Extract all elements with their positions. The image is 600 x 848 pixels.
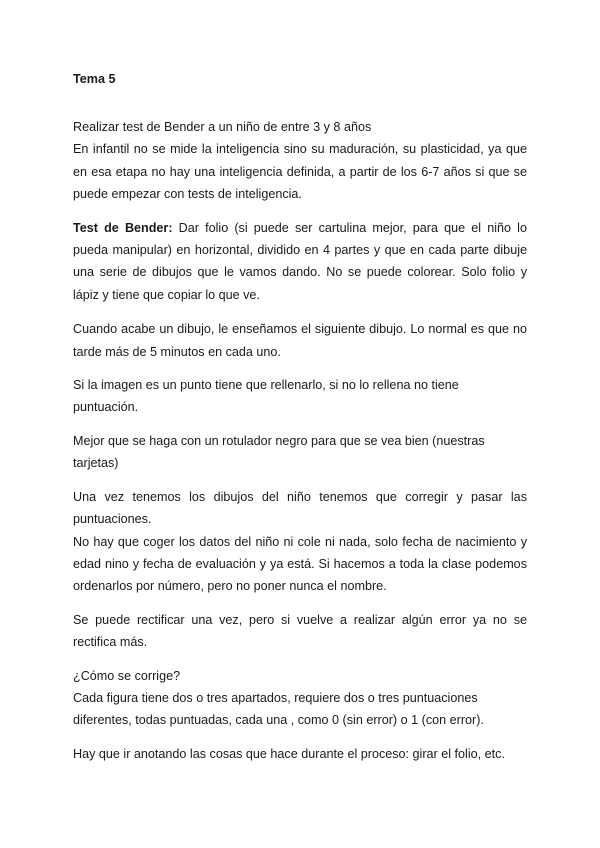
bender-text: Dar folio (si puede ser cartulina mejor, para que el niño lo pueda manipular) en horizontal, dividido en 4 partes y que en cada parte dibuje una serie de dibujos que le vamos dando. No se puede colorear. Solo folio y lápiz y tiene que copiar lo que ve. (73, 220, 527, 302)
cuando-paragraph: Cuando acabe un dibujo, le enseñamos el siguiente dibujo. Lo normal es que no tarde más de 5 minutos en cada uno. (73, 322, 527, 359)
anotando-paragraph: Hay que ir anotando las cosas que hace durante el proceso: girar el folio, etc. (73, 746, 505, 761)
rotulador-paragraph: Mejor que se haga con un rotulador negro para que se vea bien (nuestras tarjetas) (73, 433, 485, 471)
bender-label: Test de Bender: (73, 220, 173, 235)
rectificar-paragraph: Se puede rectificar una vez, pero si vuelve a realizar algún error ya no se rectifica más. (73, 612, 527, 650)
intro-line: Realizar test de Bender a un niño de entre 3 y 8 años (73, 120, 372, 134)
datos-paragraph: No hay que coger los datos del niño ni cole ni nada, solo fecha de nacimiento y edad nino y fecha de evaluación y ya está. Si hacemos a toda la clase podemos ordenarlos por número, pero no poner nunca el nombre. (73, 534, 527, 594)
corregir-paragraph: Una vez tenemos los dibujos del niño tenemos que corregir y pasar las puntuaciones. (73, 489, 527, 527)
punto-paragraph: Si la imagen es un punto tiene que rellenarlo, si no lo rellena no tiene puntuación. (73, 378, 459, 415)
figura-paragraph: Cada figura tiene dos o tres apartados, requiere dos o tres puntuaciones diferentes, todas puntuadas, cada una , como 0 (sin error) o 1 (con error). (73, 690, 484, 728)
intro-paragraph: En infantil no se mide la inteligencia sino su maduración, su plasticidad, ya que en esa etapa no hay una inteligencia definida, a partir de los 6-7 años si que se puede empezar con tests de inteligencia. (73, 142, 527, 202)
document-page (73, 70, 527, 765)
corrige-question: ¿Cómo se corrige? (73, 668, 181, 683)
document-title: Tema 5 (73, 72, 116, 86)
bender-paragraph (73, 217, 527, 307)
